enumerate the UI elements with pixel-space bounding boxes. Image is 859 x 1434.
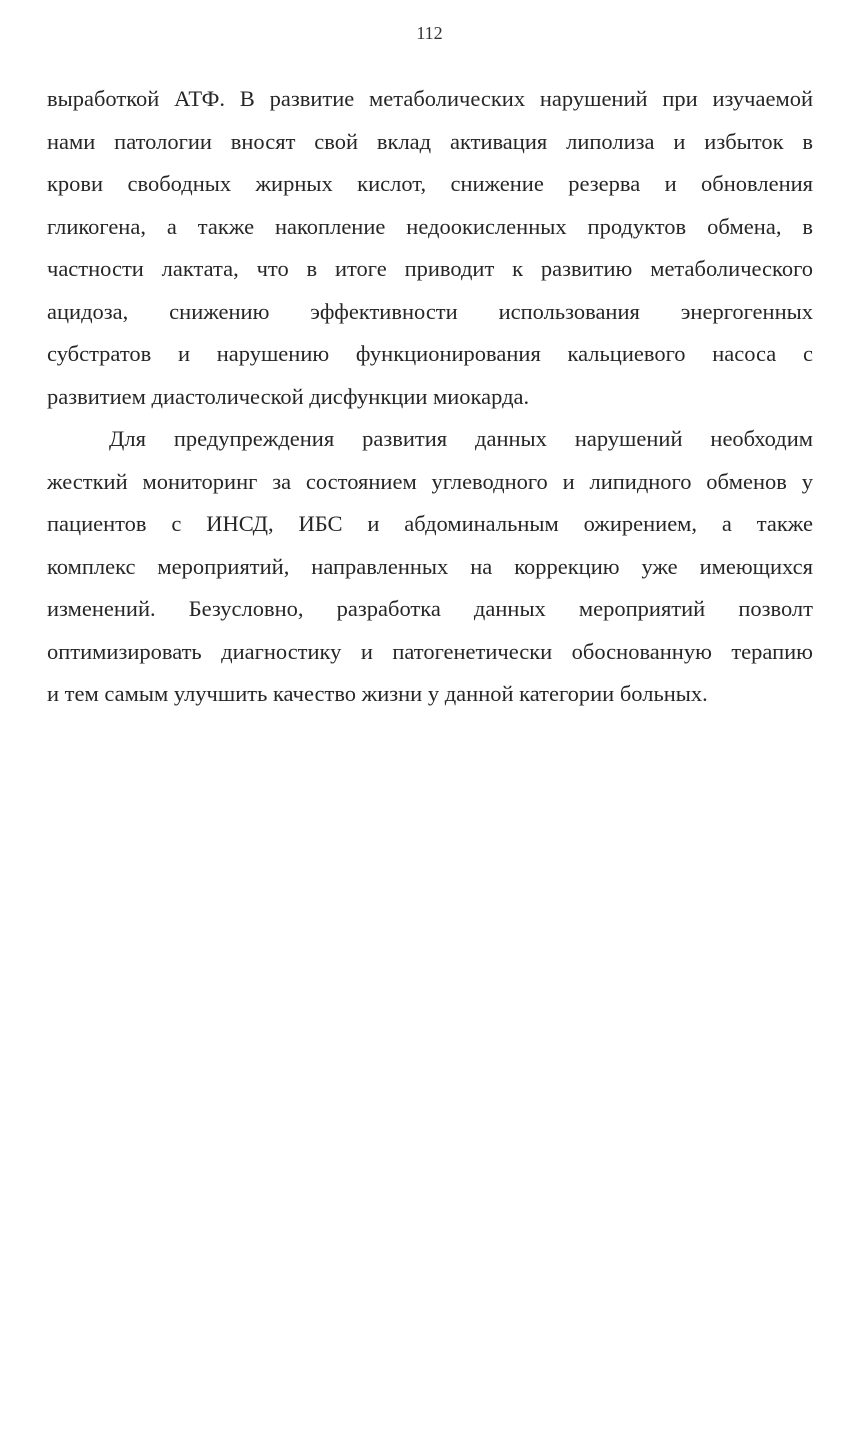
text-line: жесткий мониторинг за состоянием углеводного и липидного обменов у xyxy=(47,468,813,494)
text-line: оптимизировать диагностику и патогенетически обоснованную терапию xyxy=(47,638,813,664)
paragraph-2 xyxy=(47,418,813,716)
text-line: частности лактата, что в итоге приводит к развитию метаболического xyxy=(47,256,813,281)
text-line: Для предупреждения развития данных нарушений необходим xyxy=(109,426,813,451)
text-line: нами патологии вносят свой вклад активация липолиза и избыток в xyxy=(47,128,813,154)
text-line: ацидоза, снижению эффективности использования энергогенных xyxy=(47,298,813,324)
text-line: пациентов с ИНСД, ИБС и абдоминальным ожирением, а также xyxy=(47,511,813,536)
page-number: 112 xyxy=(416,23,443,43)
text-line: крови свободных жирных кислот, снижение резерва и обновления xyxy=(47,171,813,196)
paragraph-1 xyxy=(47,78,813,418)
text-line: выработкой АТФ. В развитие метаболических нарушений при изучаемой xyxy=(47,86,813,111)
text-line: субстратов и нарушению функционирования кальциевого насоса с xyxy=(47,341,813,366)
text-line: гликогена, а также накопление недоокисленных продуктов обмена, в xyxy=(47,213,813,239)
text-line: комплекс мероприятий, направленных на коррекцию уже имеющихся xyxy=(47,553,813,579)
body-text xyxy=(47,78,813,716)
text-line: и тем самым улучшить качество жизни у данной категории больных. xyxy=(47,681,708,706)
text-line: изменений. Безусловно, разработка данных мероприятий позволт xyxy=(47,596,813,621)
text-line: развитием диастолической дисфункции миокарда. xyxy=(47,383,530,409)
